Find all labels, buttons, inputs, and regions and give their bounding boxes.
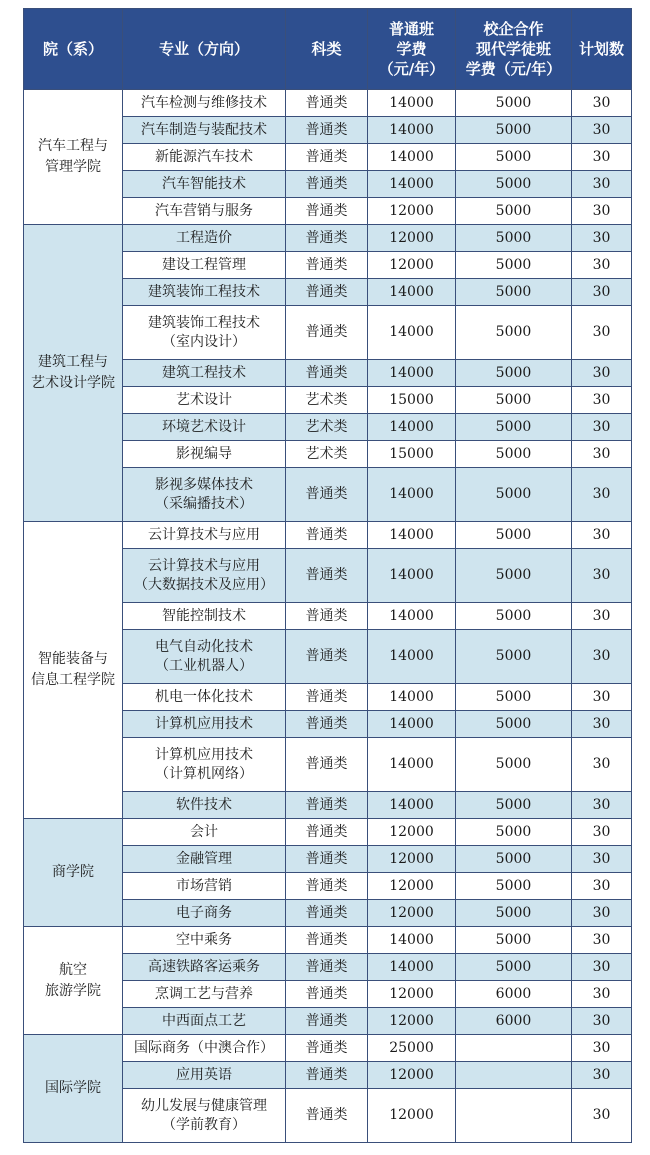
tuition-cell: 14000 bbox=[368, 630, 456, 684]
table-row bbox=[24, 927, 632, 954]
category-cell: 普通类 bbox=[286, 90, 368, 117]
major-cell bbox=[123, 549, 286, 603]
major-name-line: 建筑工程技术 bbox=[162, 364, 246, 381]
major-name-line: 空中乘务 bbox=[176, 931, 232, 948]
major-cell bbox=[123, 441, 286, 468]
plan-cell: 30 bbox=[572, 414, 632, 441]
category-cell: 普通类 bbox=[286, 360, 368, 387]
category-cell: 普通类 bbox=[286, 1089, 368, 1143]
coop-tuition-cell: 5000 bbox=[456, 792, 572, 819]
tuition-cell: 15000 bbox=[368, 387, 456, 414]
major-cell bbox=[123, 225, 286, 252]
college-name-line: 旅游学院 bbox=[45, 982, 101, 999]
tuition-cell: 14000 bbox=[368, 711, 456, 738]
plan-cell: 30 bbox=[572, 981, 632, 1008]
tuition-cell: 12000 bbox=[368, 846, 456, 873]
plan-cell: 30 bbox=[572, 738, 632, 792]
plan-cell: 30 bbox=[572, 819, 632, 846]
college-name-line: 航空 bbox=[59, 961, 87, 978]
category-cell: 普通类 bbox=[286, 954, 368, 981]
major-name-line: 市场营销 bbox=[176, 877, 232, 894]
major-cell bbox=[123, 711, 286, 738]
major-cell bbox=[123, 90, 286, 117]
major-cell bbox=[123, 1062, 286, 1089]
plan-cell: 30 bbox=[572, 603, 632, 630]
college-name-line: 汽车工程与 bbox=[38, 138, 108, 154]
category-cell: 普通类 bbox=[286, 846, 368, 873]
major-cell bbox=[123, 1089, 286, 1143]
tuition-cell: 14000 bbox=[368, 549, 456, 603]
header-coop-line: 现代学徒班 bbox=[475, 40, 551, 58]
major-name-line: （学前教育） bbox=[162, 1116, 246, 1133]
plan-cell: 30 bbox=[572, 711, 632, 738]
major-cell bbox=[123, 279, 286, 306]
plan-cell: 30 bbox=[572, 171, 632, 198]
coop-tuition-cell: 5000 bbox=[456, 846, 572, 873]
tuition-cell: 14000 bbox=[368, 279, 456, 306]
table-row bbox=[24, 90, 632, 117]
major-name-line: 智能控制技术 bbox=[162, 607, 246, 624]
major-cell bbox=[123, 630, 286, 684]
category-cell: 普通类 bbox=[286, 900, 368, 927]
category-cell: 普通类 bbox=[286, 927, 368, 954]
plan-cell: 30 bbox=[572, 279, 632, 306]
coop-tuition-cell: 5000 bbox=[456, 873, 572, 900]
plan-cell: 30 bbox=[572, 522, 632, 549]
plan-cell: 30 bbox=[572, 1035, 632, 1062]
category-cell: 普通类 bbox=[286, 819, 368, 846]
coop-tuition-cell: 5000 bbox=[456, 171, 572, 198]
tuition-cell: 14000 bbox=[368, 684, 456, 711]
tuition-cell: 14000 bbox=[368, 954, 456, 981]
tuition-cell: 14000 bbox=[368, 306, 456, 360]
coop-tuition-cell: 5000 bbox=[456, 630, 572, 684]
coop-tuition-cell: 5000 bbox=[456, 306, 572, 360]
tuition-cell: 14000 bbox=[368, 792, 456, 819]
major-name-line: 工程造价 bbox=[176, 229, 232, 246]
major-cell bbox=[123, 873, 286, 900]
plan-cell: 30 bbox=[572, 117, 632, 144]
tuition-cell: 12000 bbox=[368, 252, 456, 279]
header-college: 院（系） bbox=[24, 9, 123, 90]
major-name-line: 高速铁路客运乘务 bbox=[148, 958, 260, 975]
header-category: 科类 bbox=[286, 9, 368, 90]
major-name-line: 电气自动化技术 bbox=[155, 638, 253, 655]
coop-tuition-cell: 5000 bbox=[456, 360, 572, 387]
category-cell: 普通类 bbox=[286, 279, 368, 306]
coop-tuition-cell: 5000 bbox=[456, 954, 572, 981]
tuition-cell: 12000 bbox=[368, 225, 456, 252]
major-name-line: 应用英语 bbox=[176, 1066, 232, 1083]
major-cell bbox=[123, 981, 286, 1008]
coop-tuition-cell: 5000 bbox=[456, 441, 572, 468]
tuition-cell: 12000 bbox=[368, 198, 456, 225]
college-name-line: 国际学院 bbox=[45, 1080, 101, 1096]
category-cell: 普通类 bbox=[286, 630, 368, 684]
major-cell bbox=[123, 522, 286, 549]
tuition-cell: 25000 bbox=[368, 1035, 456, 1062]
college-cell bbox=[24, 225, 123, 522]
college-name-line: 管理学院 bbox=[45, 159, 101, 175]
tuition-cell: 14000 bbox=[368, 360, 456, 387]
major-name-line: 云计算技术与应用 bbox=[148, 526, 260, 543]
major-name-line: （大数据技术及应用） bbox=[134, 576, 274, 593]
major-name-line: 汽车智能技术 bbox=[162, 175, 246, 192]
coop-tuition-cell: 6000 bbox=[456, 981, 572, 1008]
plan-cell: 30 bbox=[572, 198, 632, 225]
coop-tuition-cell: 5000 bbox=[456, 927, 572, 954]
major-name-line: 烹调工艺与营养 bbox=[155, 985, 253, 1002]
coop-tuition-cell: 5000 bbox=[456, 522, 572, 549]
category-cell: 普通类 bbox=[286, 981, 368, 1008]
college-cell bbox=[24, 1035, 123, 1143]
category-cell: 普通类 bbox=[286, 117, 368, 144]
tuition-cell: 14000 bbox=[368, 927, 456, 954]
major-name-line: 计算机应用技术 bbox=[155, 746, 253, 763]
category-cell: 艺术类 bbox=[286, 441, 368, 468]
plan-cell: 30 bbox=[572, 225, 632, 252]
major-name-line: 新能源汽车技术 bbox=[155, 148, 253, 165]
major-name-line: （工业机器人） bbox=[155, 657, 253, 674]
major-name-line: 汽车营销与服务 bbox=[155, 202, 253, 219]
category-cell: 普通类 bbox=[286, 711, 368, 738]
coop-tuition-cell: 5000 bbox=[456, 90, 572, 117]
major-name-line: 中西面点工艺 bbox=[162, 1012, 246, 1029]
coop-tuition-cell: 5000 bbox=[456, 279, 572, 306]
tuition-cell: 14000 bbox=[368, 468, 456, 522]
coop-tuition-cell: 5000 bbox=[456, 738, 572, 792]
plan-cell: 30 bbox=[572, 306, 632, 360]
category-cell: 普通类 bbox=[286, 1035, 368, 1062]
coop-tuition-cell bbox=[456, 1089, 572, 1143]
plan-cell: 30 bbox=[572, 846, 632, 873]
category-cell: 普通类 bbox=[286, 1062, 368, 1089]
plan-cell: 30 bbox=[572, 684, 632, 711]
major-name-line: 计算机应用技术 bbox=[155, 715, 253, 732]
plan-cell: 30 bbox=[572, 144, 632, 171]
header-tuition-line: 普通班 bbox=[388, 20, 434, 38]
major-cell bbox=[123, 846, 286, 873]
major-cell bbox=[123, 603, 286, 630]
category-cell: 艺术类 bbox=[286, 414, 368, 441]
tuition-cell: 12000 bbox=[368, 1089, 456, 1143]
plan-cell: 30 bbox=[572, 360, 632, 387]
major-cell bbox=[123, 468, 286, 522]
plan-cell: 30 bbox=[572, 549, 632, 603]
header-coop-tuition bbox=[456, 9, 572, 90]
category-cell: 艺术类 bbox=[286, 387, 368, 414]
tuition-cell: 15000 bbox=[368, 441, 456, 468]
tuition-cell: 14000 bbox=[368, 738, 456, 792]
header-tuition bbox=[368, 9, 456, 90]
major-cell bbox=[123, 252, 286, 279]
major-cell bbox=[123, 360, 286, 387]
major-name-line: 影视多媒体技术 bbox=[155, 476, 253, 493]
tuition-cell: 12000 bbox=[368, 819, 456, 846]
coop-tuition-cell: 5000 bbox=[456, 900, 572, 927]
plan-cell: 30 bbox=[572, 252, 632, 279]
plan-cell: 30 bbox=[572, 900, 632, 927]
major-name-line: （采编播技术） bbox=[155, 495, 253, 512]
major-name-line: 汽车检测与维修技术 bbox=[141, 94, 267, 111]
category-cell: 普通类 bbox=[286, 252, 368, 279]
table-row bbox=[24, 1035, 632, 1062]
tuition-cell: 12000 bbox=[368, 900, 456, 927]
coop-tuition-cell bbox=[456, 1035, 572, 1062]
category-cell: 普通类 bbox=[286, 738, 368, 792]
category-cell: 普通类 bbox=[286, 522, 368, 549]
coop-tuition-cell: 6000 bbox=[456, 1008, 572, 1035]
category-cell: 普通类 bbox=[286, 1008, 368, 1035]
plan-cell: 30 bbox=[572, 1062, 632, 1089]
tuition-table bbox=[23, 8, 632, 1143]
college-cell bbox=[24, 819, 123, 927]
category-cell: 普通类 bbox=[286, 684, 368, 711]
category-cell: 普通类 bbox=[286, 549, 368, 603]
major-name-line: 环境艺术设计 bbox=[162, 418, 246, 435]
table-row bbox=[24, 819, 632, 846]
tuition-cell: 14000 bbox=[368, 90, 456, 117]
major-cell bbox=[123, 1035, 286, 1062]
category-cell: 普通类 bbox=[286, 873, 368, 900]
major-cell bbox=[123, 387, 286, 414]
major-name-line: 云计算技术与应用 bbox=[148, 557, 260, 574]
coop-tuition-cell bbox=[456, 1062, 572, 1089]
major-name-line: 建筑装饰工程技术 bbox=[148, 314, 260, 331]
table-body bbox=[24, 90, 632, 1143]
coop-tuition-cell: 5000 bbox=[456, 549, 572, 603]
coop-tuition-cell: 5000 bbox=[456, 684, 572, 711]
category-cell: 普通类 bbox=[286, 792, 368, 819]
tuition-cell: 12000 bbox=[368, 873, 456, 900]
coop-tuition-cell: 5000 bbox=[456, 603, 572, 630]
major-name-line: （计算机网络） bbox=[155, 765, 253, 782]
college-name-line: 智能装备与 bbox=[38, 651, 108, 667]
tuition-cell: 14000 bbox=[368, 171, 456, 198]
major-name-line: 电子商务 bbox=[176, 904, 232, 921]
tuition-cell: 14000 bbox=[368, 144, 456, 171]
plan-cell: 30 bbox=[572, 1089, 632, 1143]
header-row bbox=[24, 9, 632, 90]
category-cell: 普通类 bbox=[286, 171, 368, 198]
major-cell bbox=[123, 900, 286, 927]
college-cell bbox=[24, 522, 123, 819]
major-cell bbox=[123, 1008, 286, 1035]
category-cell: 普通类 bbox=[286, 603, 368, 630]
major-cell bbox=[123, 927, 286, 954]
coop-tuition-cell: 5000 bbox=[456, 252, 572, 279]
header-tuition-line: （元/年） bbox=[378, 60, 445, 78]
major-name-line: 机电一体化技术 bbox=[155, 688, 253, 705]
major-cell bbox=[123, 819, 286, 846]
major-name-line: 会计 bbox=[190, 823, 218, 840]
college-name-line: 商学院 bbox=[52, 864, 94, 880]
major-name-line: 汽车制造与装配技术 bbox=[141, 121, 267, 138]
major-cell bbox=[123, 306, 286, 360]
header-plan: 计划数 bbox=[572, 9, 632, 90]
major-cell bbox=[123, 684, 286, 711]
major-cell bbox=[123, 144, 286, 171]
tuition-cell: 14000 bbox=[368, 522, 456, 549]
major-cell bbox=[123, 198, 286, 225]
major-cell bbox=[123, 738, 286, 792]
tuition-cell: 14000 bbox=[368, 414, 456, 441]
coop-tuition-cell: 5000 bbox=[456, 711, 572, 738]
coop-tuition-cell: 5000 bbox=[456, 225, 572, 252]
category-cell: 普通类 bbox=[286, 306, 368, 360]
header-tuition-line: 学费 bbox=[396, 40, 427, 58]
header-coop-line: 学费（元/年） bbox=[465, 60, 562, 78]
major-name-line: 金融管理 bbox=[176, 850, 232, 867]
plan-cell: 30 bbox=[572, 792, 632, 819]
coop-tuition-cell: 5000 bbox=[456, 468, 572, 522]
tuition-table-container bbox=[23, 8, 632, 1143]
major-name-line: 软件技术 bbox=[176, 796, 232, 813]
header-coop-line: 校企合作 bbox=[483, 20, 544, 38]
tuition-cell: 12000 bbox=[368, 981, 456, 1008]
major-name-line: 国际商务（中澳合作） bbox=[134, 1039, 274, 1056]
category-cell: 普通类 bbox=[286, 468, 368, 522]
major-name-line: （室内设计） bbox=[162, 333, 246, 350]
plan-cell: 30 bbox=[572, 873, 632, 900]
coop-tuition-cell: 5000 bbox=[456, 144, 572, 171]
major-cell bbox=[123, 171, 286, 198]
tuition-cell: 12000 bbox=[368, 1062, 456, 1089]
major-name-line: 幼儿发展与健康管理 bbox=[141, 1097, 267, 1114]
plan-cell: 30 bbox=[572, 441, 632, 468]
category-cell: 普通类 bbox=[286, 144, 368, 171]
plan-cell: 30 bbox=[572, 1008, 632, 1035]
major-name-line: 建筑装饰工程技术 bbox=[148, 283, 260, 300]
tuition-cell: 14000 bbox=[368, 603, 456, 630]
major-name-line: 建设工程管理 bbox=[162, 256, 246, 273]
major-cell bbox=[123, 954, 286, 981]
major-name-line: 影视编导 bbox=[176, 445, 232, 462]
tuition-cell: 14000 bbox=[368, 117, 456, 144]
college-name-line: 艺术设计学院 bbox=[31, 375, 115, 391]
college-name-line: 建筑工程与 bbox=[38, 354, 108, 370]
table-row bbox=[24, 225, 632, 252]
major-cell bbox=[123, 414, 286, 441]
coop-tuition-cell: 5000 bbox=[456, 198, 572, 225]
table-row bbox=[24, 522, 632, 549]
major-cell bbox=[123, 117, 286, 144]
plan-cell: 30 bbox=[572, 387, 632, 414]
plan-cell: 30 bbox=[572, 90, 632, 117]
college-cell bbox=[24, 90, 123, 225]
plan-cell: 30 bbox=[572, 954, 632, 981]
coop-tuition-cell: 5000 bbox=[456, 414, 572, 441]
plan-cell: 30 bbox=[572, 468, 632, 522]
category-cell: 普通类 bbox=[286, 225, 368, 252]
coop-tuition-cell: 5000 bbox=[456, 117, 572, 144]
major-cell bbox=[123, 792, 286, 819]
major-name-line: 艺术设计 bbox=[176, 391, 232, 408]
plan-cell: 30 bbox=[572, 927, 632, 954]
header-major: 专业（方向） bbox=[123, 9, 286, 90]
coop-tuition-cell: 5000 bbox=[456, 387, 572, 414]
plan-cell: 30 bbox=[572, 630, 632, 684]
coop-tuition-cell: 5000 bbox=[456, 819, 572, 846]
college-cell bbox=[24, 927, 123, 1035]
category-cell: 普通类 bbox=[286, 198, 368, 225]
college-name-line: 信息工程学院 bbox=[31, 672, 115, 688]
tuition-cell: 12000 bbox=[368, 1008, 456, 1035]
